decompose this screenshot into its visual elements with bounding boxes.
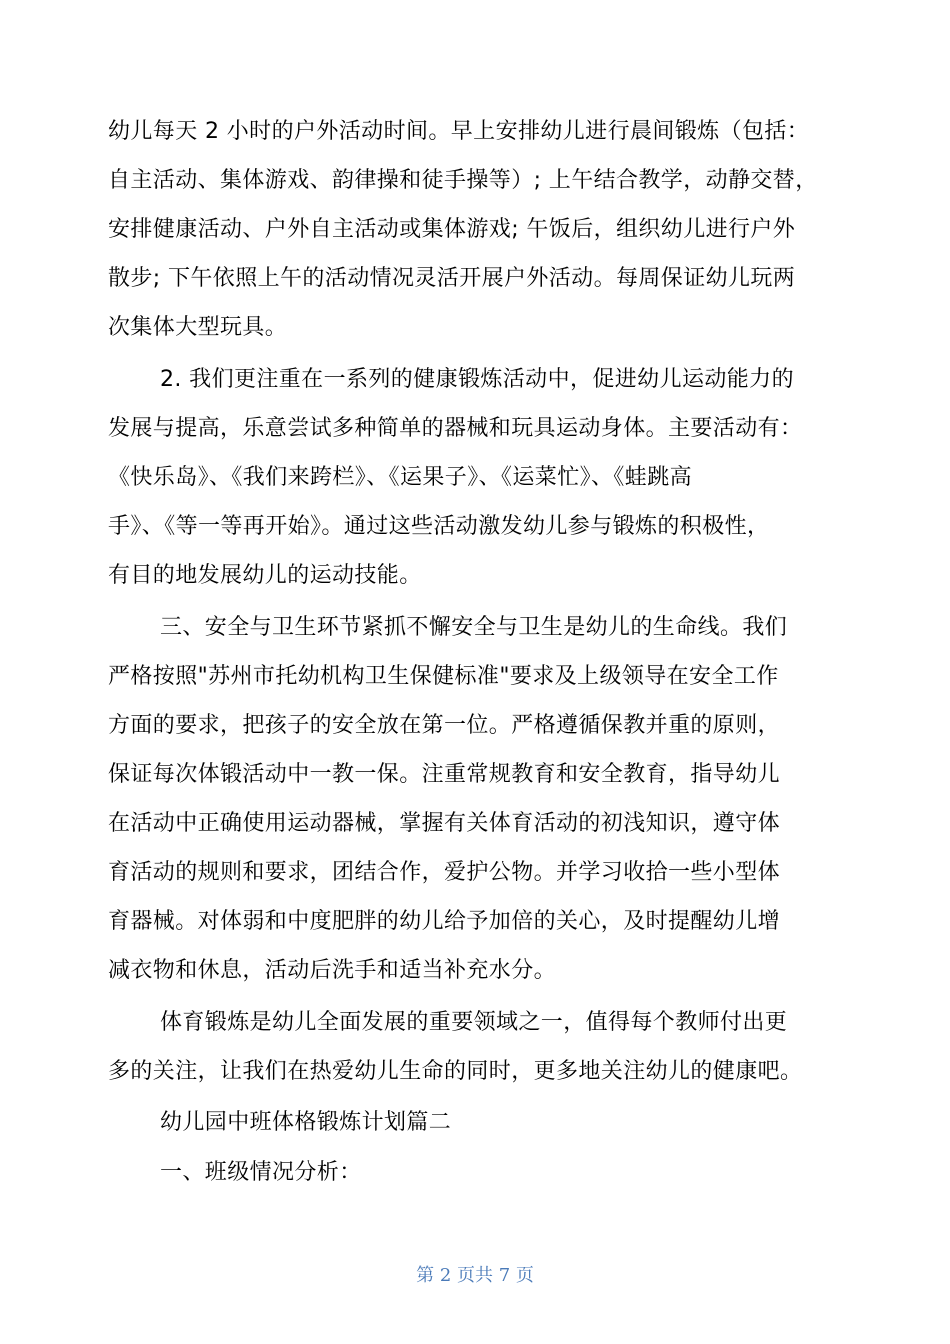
paragraph-3-line-3: 方面的要求，把孩子的安全放在第一位。严格遵循保教并重的原则， (108, 713, 781, 738)
paragraph-1-line-4: 散步; 下午依照上午的活动情况灵活开展户外活动。每周保证幼儿玩两 (108, 266, 796, 291)
paragraph-3-line-2: 严格按照"苏州市托幼机构卫生保健标准"要求及上级领导在安全工作 (108, 664, 779, 689)
paragraph-2-line-1: 2. 我们更注重在一系列的健康锻炼活动中，促进幼儿运动能力的 (160, 367, 794, 392)
paragraph-3-line-6: 育活动的规则和要求，团结合作，爱护公物。并学习收拾一些小型体 (108, 860, 781, 885)
paragraph-1-line-2: 自主活动、集体游戏、韵律操和徒手操等）; 上午结合教学，动静交替， (108, 168, 818, 193)
page-number: 第 2 页共 7 页 (416, 1265, 534, 1286)
paragraph-3-line-8: 减衣物和休息，活动后洗手和适当补充水分。 (108, 958, 557, 983)
paragraph-2-line-4: 手》、《等一等再开始》。通过这些活动激发幼儿参与锻炼的积极性， (108, 514, 770, 539)
paragraph-1-line-5: 次集体大型玩具。 (108, 315, 288, 340)
paragraph-3-line-1: 三、安全与卫生环节紧抓不懈安全与卫生是幼儿的生命线。我们 (160, 615, 788, 640)
paragraph-2-line-2: 发展与提高，乐意尝试多种简单的器械和玩具运动身体。主要活动有： (108, 416, 803, 441)
paragraph-4-line-2: 多的关注，让我们在热爱幼儿生命的同时，更多地关注幼儿的健康吧。 (108, 1059, 803, 1084)
paragraph-1-line-3: 安排健康活动、户外自主活动或集体游戏; 午饭后，组织幼儿进行户外 (108, 217, 796, 242)
paragraph-3-line-7: 育器械。对体弱和中度肥胖的幼儿给予加倍的关心，及时提醒幼儿增 (108, 909, 781, 934)
subsection-heading: 一、班级情况分析： (160, 1160, 362, 1185)
paragraph-3-line-5: 在活动中正确使用运动器械，掌握有关体育活动的初浅知识，遵守体 (108, 811, 781, 836)
paragraph-4-line-1: 体育锻炼是幼儿全面发展的重要领域之一，值得每个教师付出更 (160, 1010, 788, 1035)
paragraph-3-line-4: 保证每次体锻活动中一教一保。注重常规教育和安全教育，指导幼儿 (108, 762, 781, 787)
section-title: 幼儿园中班体格锻炼计划篇二 (160, 1110, 452, 1135)
paragraph-2-line-3: 《快乐岛》、《我们来跨栏》、《运果子》、《运菜忙》、《蛙跳高 (108, 465, 693, 490)
paragraph-1-line-1: 幼儿每天 2 小时的户外活动时间。早上安排幼儿进行晨间锻炼（包括： (108, 119, 810, 144)
paragraph-2-line-5: 有目的地发展幼儿的运动技能。 (108, 563, 422, 588)
